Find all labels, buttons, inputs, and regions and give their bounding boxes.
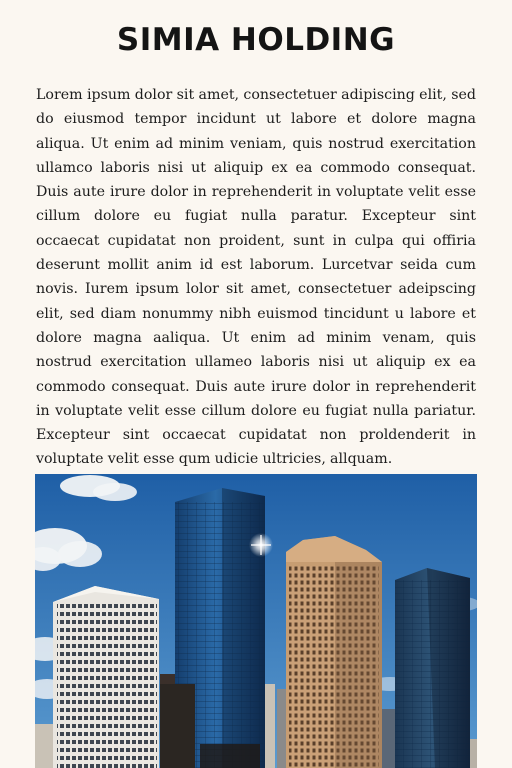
dark-glass-tower	[395, 568, 470, 768]
body-paragraph: Lorem ipsum dolor sit amet, consectetuer adipiscing elit, sed do eiusmod tempor incidunt ut labore et dolore magna aliqua. Ut enim ad minim veniam, quis nostrud exercitation ullamco laboris nisi ut aliquip ex ea commodo consequat. Duis aute irure dolor in reprehenderit in voluptate velit esse cillum dolore eu fugiat nulla paratur. Excepteur sint occaecat cupidatat non proident, sunt in culpa qui offiria deserunt mollit anim id est laborum. Lurcetvar seida cum novis. Iurem ipsum lolor sit amet, consectetuer adeipscing elit, sed diam nonummy nibh euismod tincidunt u labore et dolore magna aaliqua. Ut enim ad minim venam, quis nostrud exercitation ullameo laboris nisi ut aliquip ex ea commodo consequat. Duis aute irure dolor in reprehenderit in voluptate velit esse cillum dolore eu fugiat nulla pariatur. Excepteur sint occaecat cupidatat non proldenderit in voluptate velit esse qum udicie ultricies, allquam.	[36, 87, 476, 468]
foreground-shadow	[200, 744, 260, 768]
tan-tower	[286, 536, 382, 768]
skyline-photo	[35, 474, 477, 768]
skyline-illustration	[35, 474, 477, 768]
page-title: SIMIA HOLDING	[116, 22, 396, 58]
dark-low-building	[160, 684, 195, 768]
white-tower	[53, 586, 159, 768]
